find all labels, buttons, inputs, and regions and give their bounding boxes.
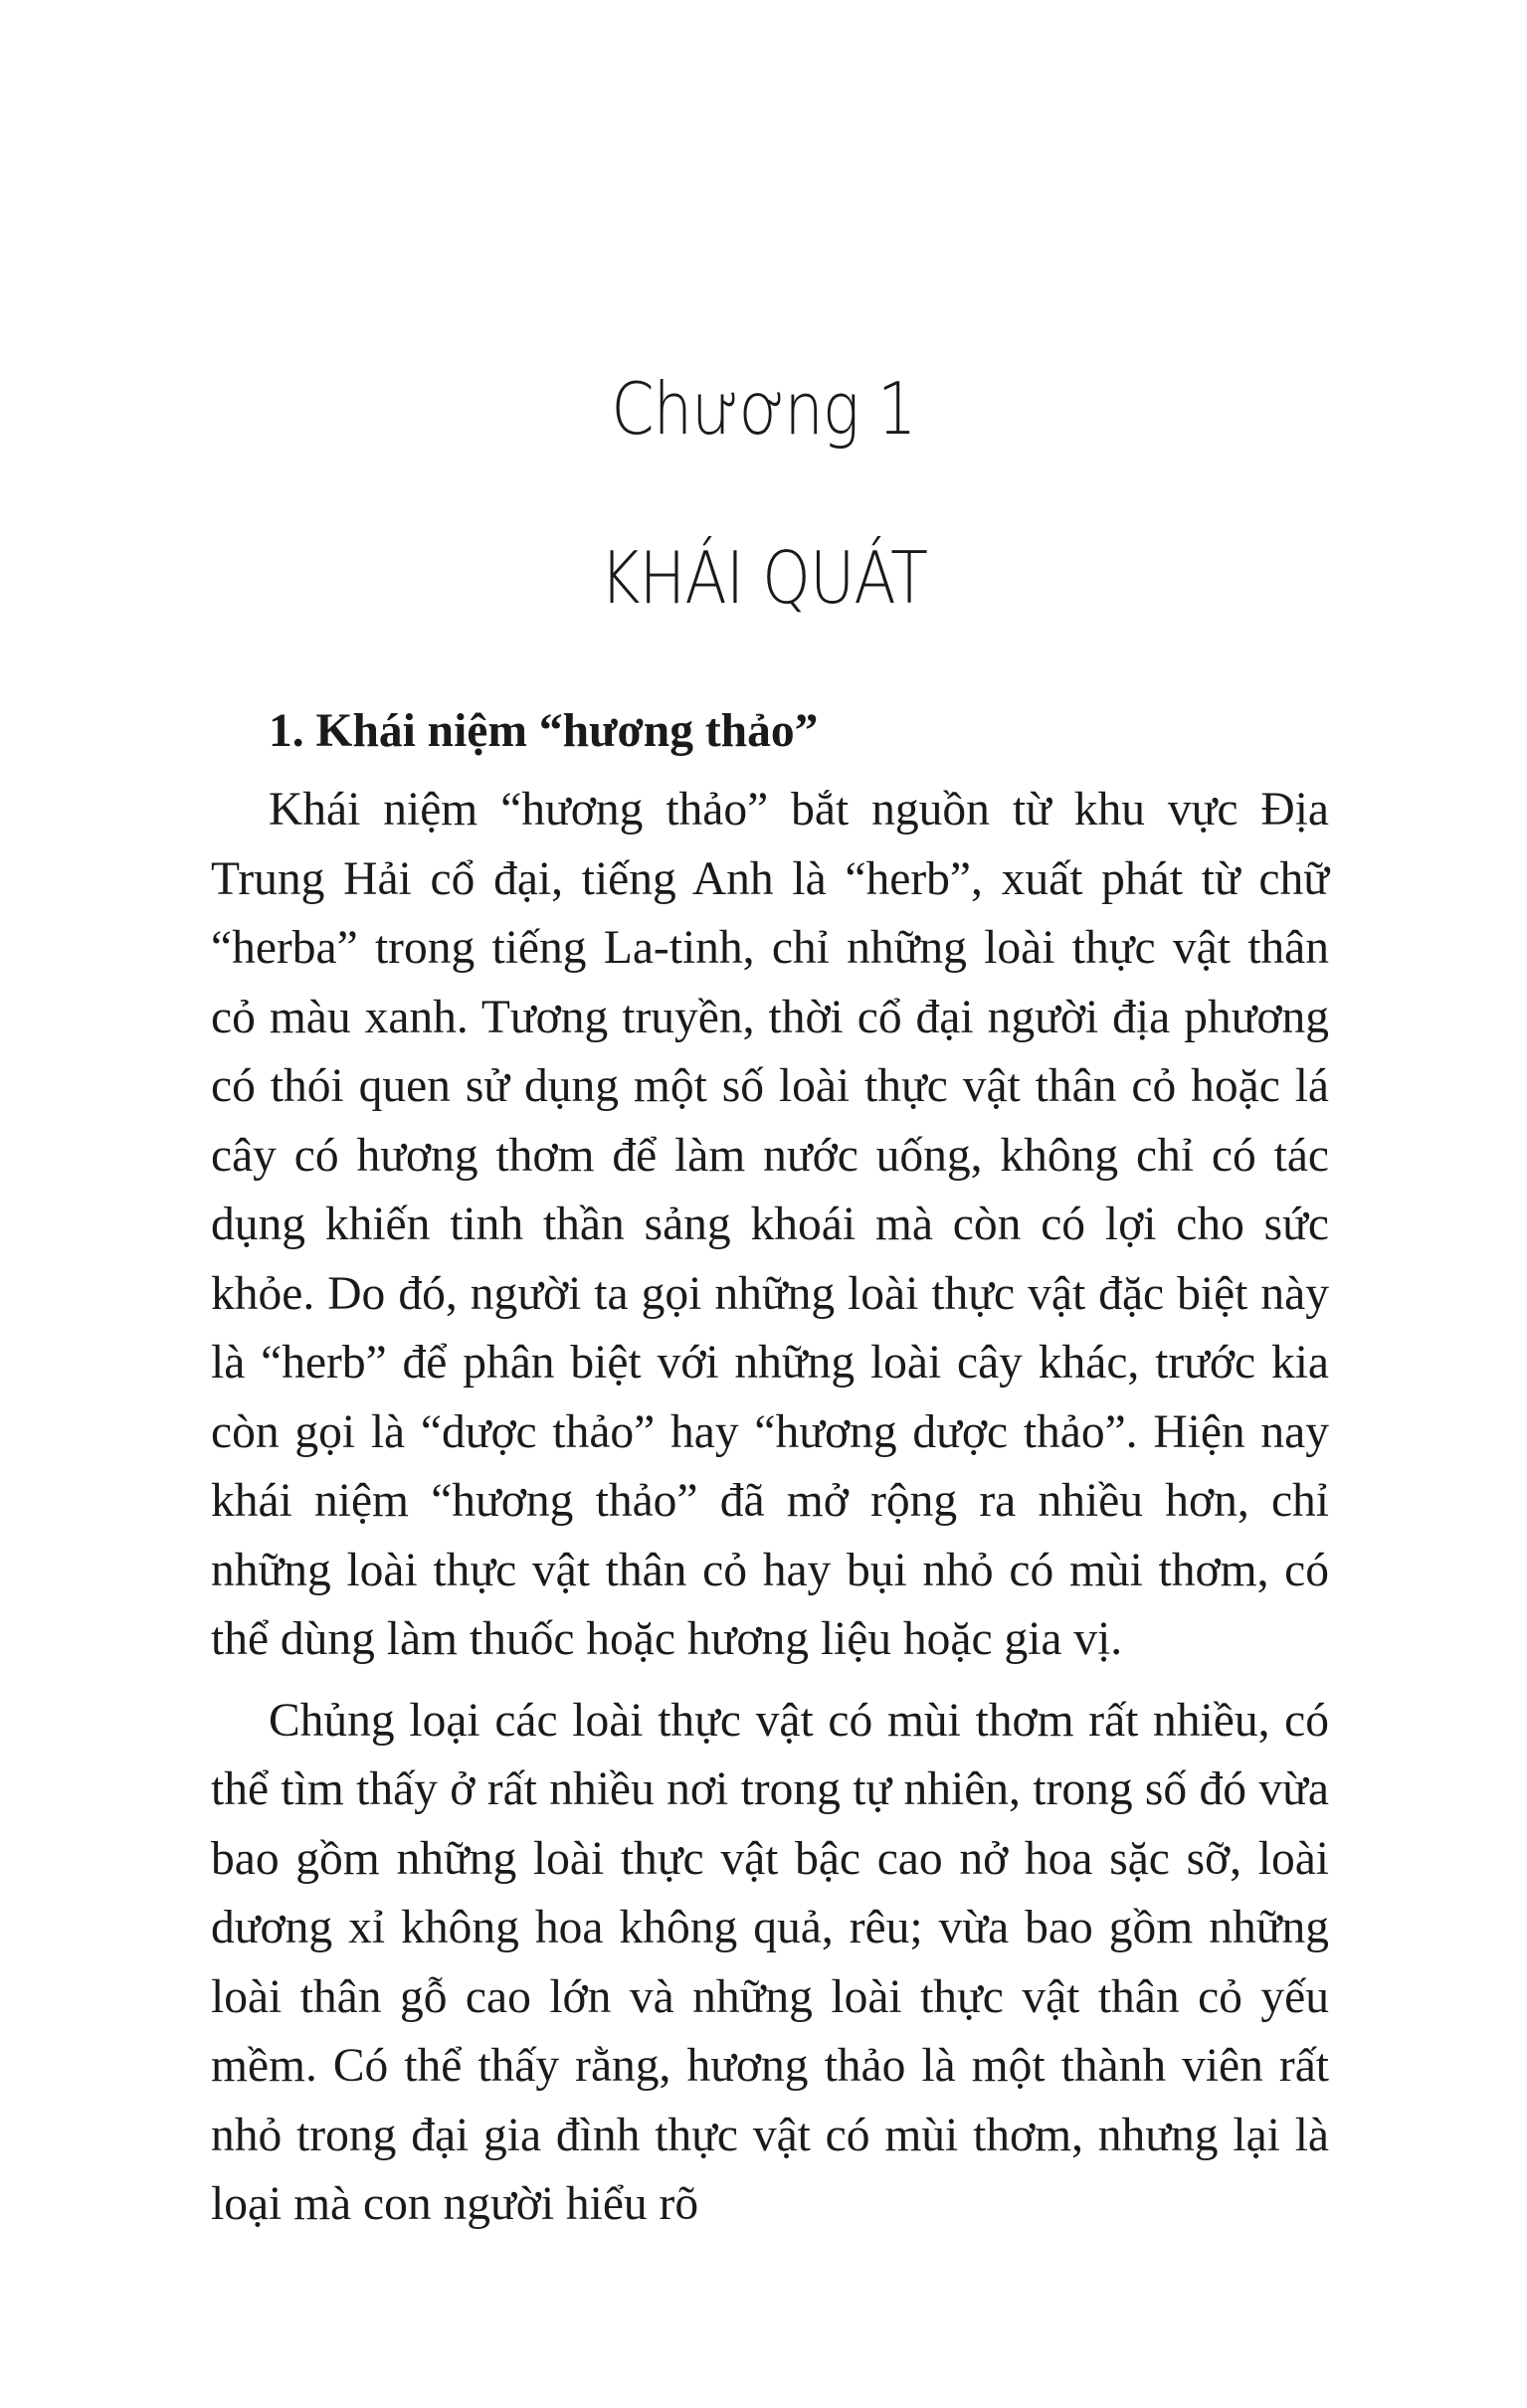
section-heading: 1. Khái niệm “hương thảo”	[269, 705, 819, 757]
body-text	[211, 696, 1329, 2240]
chapter-number: Chương 1	[611, 367, 916, 451]
chapter-title: KHÁI QUÁT	[599, 536, 928, 620]
paragraph-2: Chủng loại các loài thực vật có mùi thơm rất nhiều, có thể tìm thấy ở rất nhiều nơi trong tự nhiên, trong số đó vừa bao gồm những loài thực vật bậc cao nở hoa sặc sỡ, loài dương xỉ không hoa không quả, rêu; vừa bao gồm những loài thân gỗ cao lớn và những loài thực vật thân cỏ yếu mềm. Có thể thấy rằng, hương thảo là một thành viên rất nhỏ trong đại gia đình thực vật có mùi thơm, nhưng lại là loại mà con người hiểu rõ	[211, 1694, 1329, 2230]
paragraph-1: Khái niệm “hương thảo” bắt nguồn từ khu vực Địa Trung Hải cổ đại, tiếng Anh là “herb”, xuất phát từ chữ “herba” trong tiếng La-tinh, chỉ những loài thực vật thân cỏ màu xanh. Tương truyền, thời cổ đại người địa phương có thói quen sử dụng một số loài thực vật thân cỏ hoặc lá cây có hương thơm để làm nước uống, không chỉ có tác dụng khiến tinh thần sảng khoái mà còn có lợi cho sức khỏe. Do đó, người ta gọi những loài thực vật đặc biệt này là “herb” để phân biệt với những loài cây khác, trước kia còn gọi là “dược thảo” hay “hương dược thảo”. Hiện nay khái niệm “hương thảo” đã mở rộng ra nhiều hơn, chỉ những loài thực vật thân cỏ hay bụi nhỏ có mùi thơm, có thể dùng làm thuốc hoặc hương liệu hoặc gia vị.	[211, 784, 1329, 1665]
